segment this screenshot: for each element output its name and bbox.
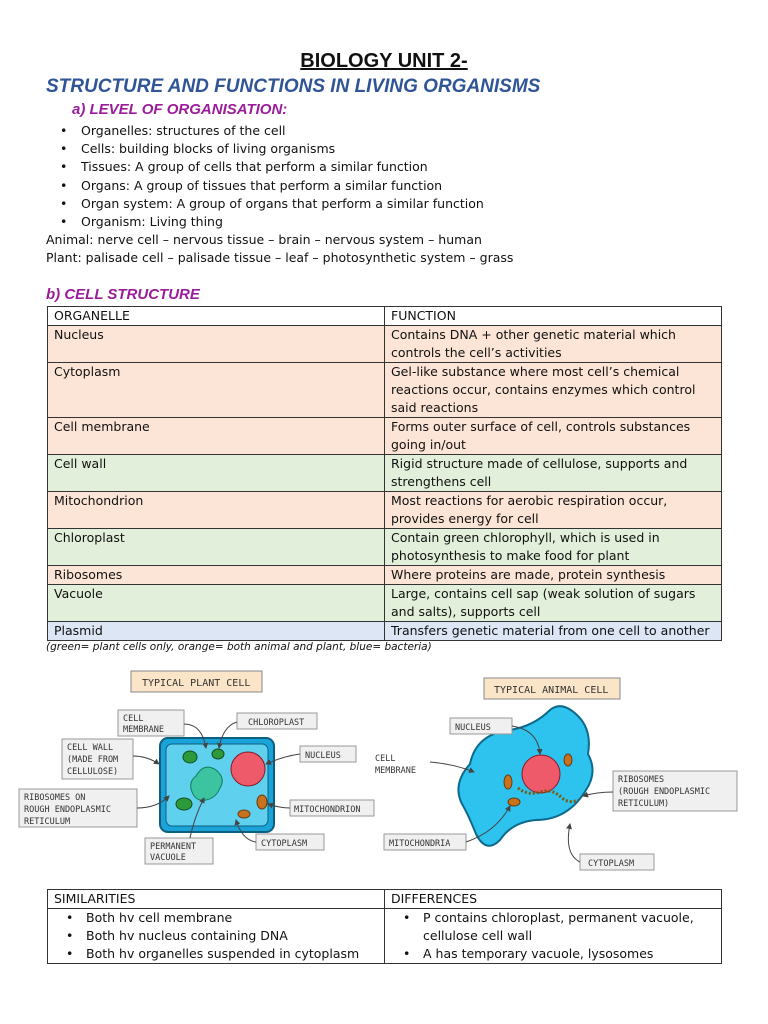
animal-label-mitochondria: MITOCHONDRIA bbox=[389, 839, 451, 849]
function-cell: Gel-like substance where most cell’s chemical reactions occur, contains enzymes which control said reactions bbox=[385, 363, 722, 418]
cell-structure-table bbox=[47, 306, 722, 641]
plant-label-cell-wall-3: CELLULOSE) bbox=[67, 767, 119, 777]
list-item: • Organs: A group of tissues that perform a similar function bbox=[55, 177, 484, 195]
list-item: • Both hv cell membrane bbox=[54, 909, 378, 927]
plant-label-ribosomes-3: RETICULUM bbox=[24, 817, 71, 827]
animal-nucleus bbox=[522, 755, 560, 793]
table-row bbox=[48, 418, 722, 455]
list-item: • Cells: building blocks of living organisms bbox=[55, 140, 484, 158]
function-cell: Forms outer surface of cell, controls substances going in/out bbox=[385, 418, 722, 455]
animal-label-cell-membrane-2: MEMBRANE bbox=[375, 766, 416, 776]
animal-label-ribosomes-3: RETICULUM) bbox=[618, 799, 670, 809]
animal-mitochondrion bbox=[508, 798, 520, 806]
function-cell: Rigid structure made of cellulose, supports and strengthens cell bbox=[385, 455, 722, 492]
organelle-cell: Nucleus bbox=[48, 326, 385, 363]
header-cell-organelle: ORGANELLE bbox=[48, 307, 385, 326]
plant-title: TYPICAL PLANT CELL bbox=[142, 678, 251, 689]
table-row bbox=[48, 326, 722, 363]
plant-label-vacuole-2: VACUOLE bbox=[150, 853, 186, 863]
header-cell-differences: DIFFERENCES bbox=[385, 890, 722, 909]
plant-label-cell-membrane-1: CELL bbox=[123, 714, 144, 724]
differences-list bbox=[391, 909, 715, 963]
function-cell: Contains DNA + other genetic material which controls the cell’s activities bbox=[385, 326, 722, 363]
list-item: • Both hv organelles suspended in cytoplasm bbox=[54, 945, 378, 963]
function-cell: Where proteins are made, protein synthesis bbox=[385, 566, 722, 585]
organelle-cell: Mitochondrion bbox=[48, 492, 385, 529]
plant-label-cytoplasm: CYTOPLASM bbox=[261, 839, 308, 849]
plant-example-line: Plant: palisade cell – palisade tissue – leaf – photosynthetic system – grass bbox=[46, 250, 514, 265]
animal-label-ribosomes-2: (ROUGH ENDOPLASMIC bbox=[618, 787, 711, 797]
animal-label-nucleus: NUCLEUS bbox=[455, 723, 491, 733]
cell-diagrams bbox=[0, 664, 768, 886]
organelle-cell: Plasmid bbox=[48, 622, 385, 641]
animal-cell-diagram bbox=[375, 678, 737, 870]
plant-label-cell-membrane-2: MEMBRANE bbox=[123, 725, 164, 735]
plant-label-cell-wall-1: CELL WALL bbox=[67, 743, 114, 753]
plant-label-cell-wall-2: (MADE FROM bbox=[67, 755, 119, 765]
comparison-table bbox=[47, 889, 722, 964]
plant-label-nucleus: NUCLEUS bbox=[305, 751, 341, 761]
table-row bbox=[48, 529, 722, 566]
plant-chloroplast bbox=[183, 751, 197, 763]
list-item: • P contains chloroplast, permanent vacuole, cellulose cell wall bbox=[391, 909, 715, 945]
arrow bbox=[568, 824, 580, 862]
animal-example-line: Animal: nerve cell – nervous tissue – brain – nervous system – human bbox=[46, 232, 482, 247]
organelle-cell: Vacuole bbox=[48, 585, 385, 622]
plant-cell-diagram bbox=[19, 671, 374, 864]
animal-label-cell-membrane-1: CELL bbox=[375, 754, 396, 764]
function-cell: Transfers genetic material from one cell to another bbox=[385, 622, 722, 641]
arrow bbox=[583, 792, 613, 796]
table-row bbox=[48, 909, 722, 964]
plant-label-mitochondrion: MITOCHONDRION bbox=[294, 805, 361, 815]
animal-label-cytoplasm: CYTOPLASM bbox=[588, 859, 635, 869]
table-header-row bbox=[48, 890, 722, 909]
header-cell-similarities: SIMILARITIES bbox=[48, 890, 385, 909]
list-item: • Organism: Living thing bbox=[55, 213, 484, 231]
table-row bbox=[48, 363, 722, 418]
function-cell: Most reactions for aerobic respiration occur, provides energy for cell bbox=[385, 492, 722, 529]
plant-label-chloroplast: CHLOROPLAST bbox=[248, 718, 305, 728]
organelle-cell: Ribosomes bbox=[48, 566, 385, 585]
list-item: • Organ system: A group of organs that perform a similar function bbox=[55, 195, 484, 213]
animal-mitochondrion bbox=[504, 775, 512, 789]
similarities-list bbox=[54, 909, 378, 963]
animal-title: TYPICAL ANIMAL CELL bbox=[494, 685, 609, 696]
function-cell: Contain green chlorophyll, which is used in photosynthesis to make food for plant bbox=[385, 529, 722, 566]
plant-mitochondrion bbox=[238, 810, 250, 818]
table-row bbox=[48, 455, 722, 492]
page-title: BIOLOGY UNIT 2- bbox=[300, 50, 468, 72]
list-item: • A has temporary vacuole, lysosomes bbox=[391, 945, 715, 963]
plant-mitochondrion bbox=[257, 795, 267, 809]
organelle-cell: Chloroplast bbox=[48, 529, 385, 566]
list-item: • Organelles: structures of the cell bbox=[55, 122, 484, 140]
plant-label-ribosomes-2: ROUGH ENDOPLASMIC bbox=[24, 805, 111, 815]
organisation-list bbox=[55, 122, 484, 231]
arrow bbox=[133, 756, 159, 764]
plant-chloroplast bbox=[212, 749, 224, 759]
section-b-heading: b) CELL STRUCTURE bbox=[46, 286, 200, 303]
list-item: • Both hv nucleus containing DNA bbox=[54, 927, 378, 945]
table-row bbox=[48, 622, 722, 641]
plant-label-ribosomes-1: RIBOSOMES ON bbox=[24, 793, 86, 803]
plant-label-vacuole-1: PERMANENT bbox=[150, 842, 197, 852]
header-cell-function: FUNCTION bbox=[385, 307, 722, 326]
page-subtitle: STRUCTURE AND FUNCTIONS IN LIVING ORGANISMS bbox=[46, 76, 541, 97]
table-row bbox=[48, 492, 722, 529]
organelle-cell: Cell wall bbox=[48, 455, 385, 492]
similarities-cell bbox=[48, 909, 385, 964]
function-cell: Large, contains cell sap (weak solution of sugars and salts), supports cell bbox=[385, 585, 722, 622]
list-item: • Tissues: A group of cells that perform a similar function bbox=[55, 158, 484, 176]
table-row bbox=[48, 566, 722, 585]
differences-cell bbox=[385, 909, 722, 964]
organelle-cell: Cytoplasm bbox=[48, 363, 385, 418]
plant-chloroplast bbox=[176, 798, 192, 810]
section-a-heading: a) LEVEL OF ORGANISATION: bbox=[72, 101, 288, 118]
color-legend-note: (green= plant cells only, orange= both animal and plant, blue= bacteria) bbox=[46, 641, 432, 653]
table-header-row bbox=[48, 307, 722, 326]
table-row bbox=[48, 585, 722, 622]
organelle-cell: Cell membrane bbox=[48, 418, 385, 455]
animal-mitochondrion bbox=[564, 754, 572, 766]
animal-label-ribosomes-1: RIBOSOMES bbox=[618, 775, 665, 785]
plant-nucleus bbox=[231, 752, 265, 786]
